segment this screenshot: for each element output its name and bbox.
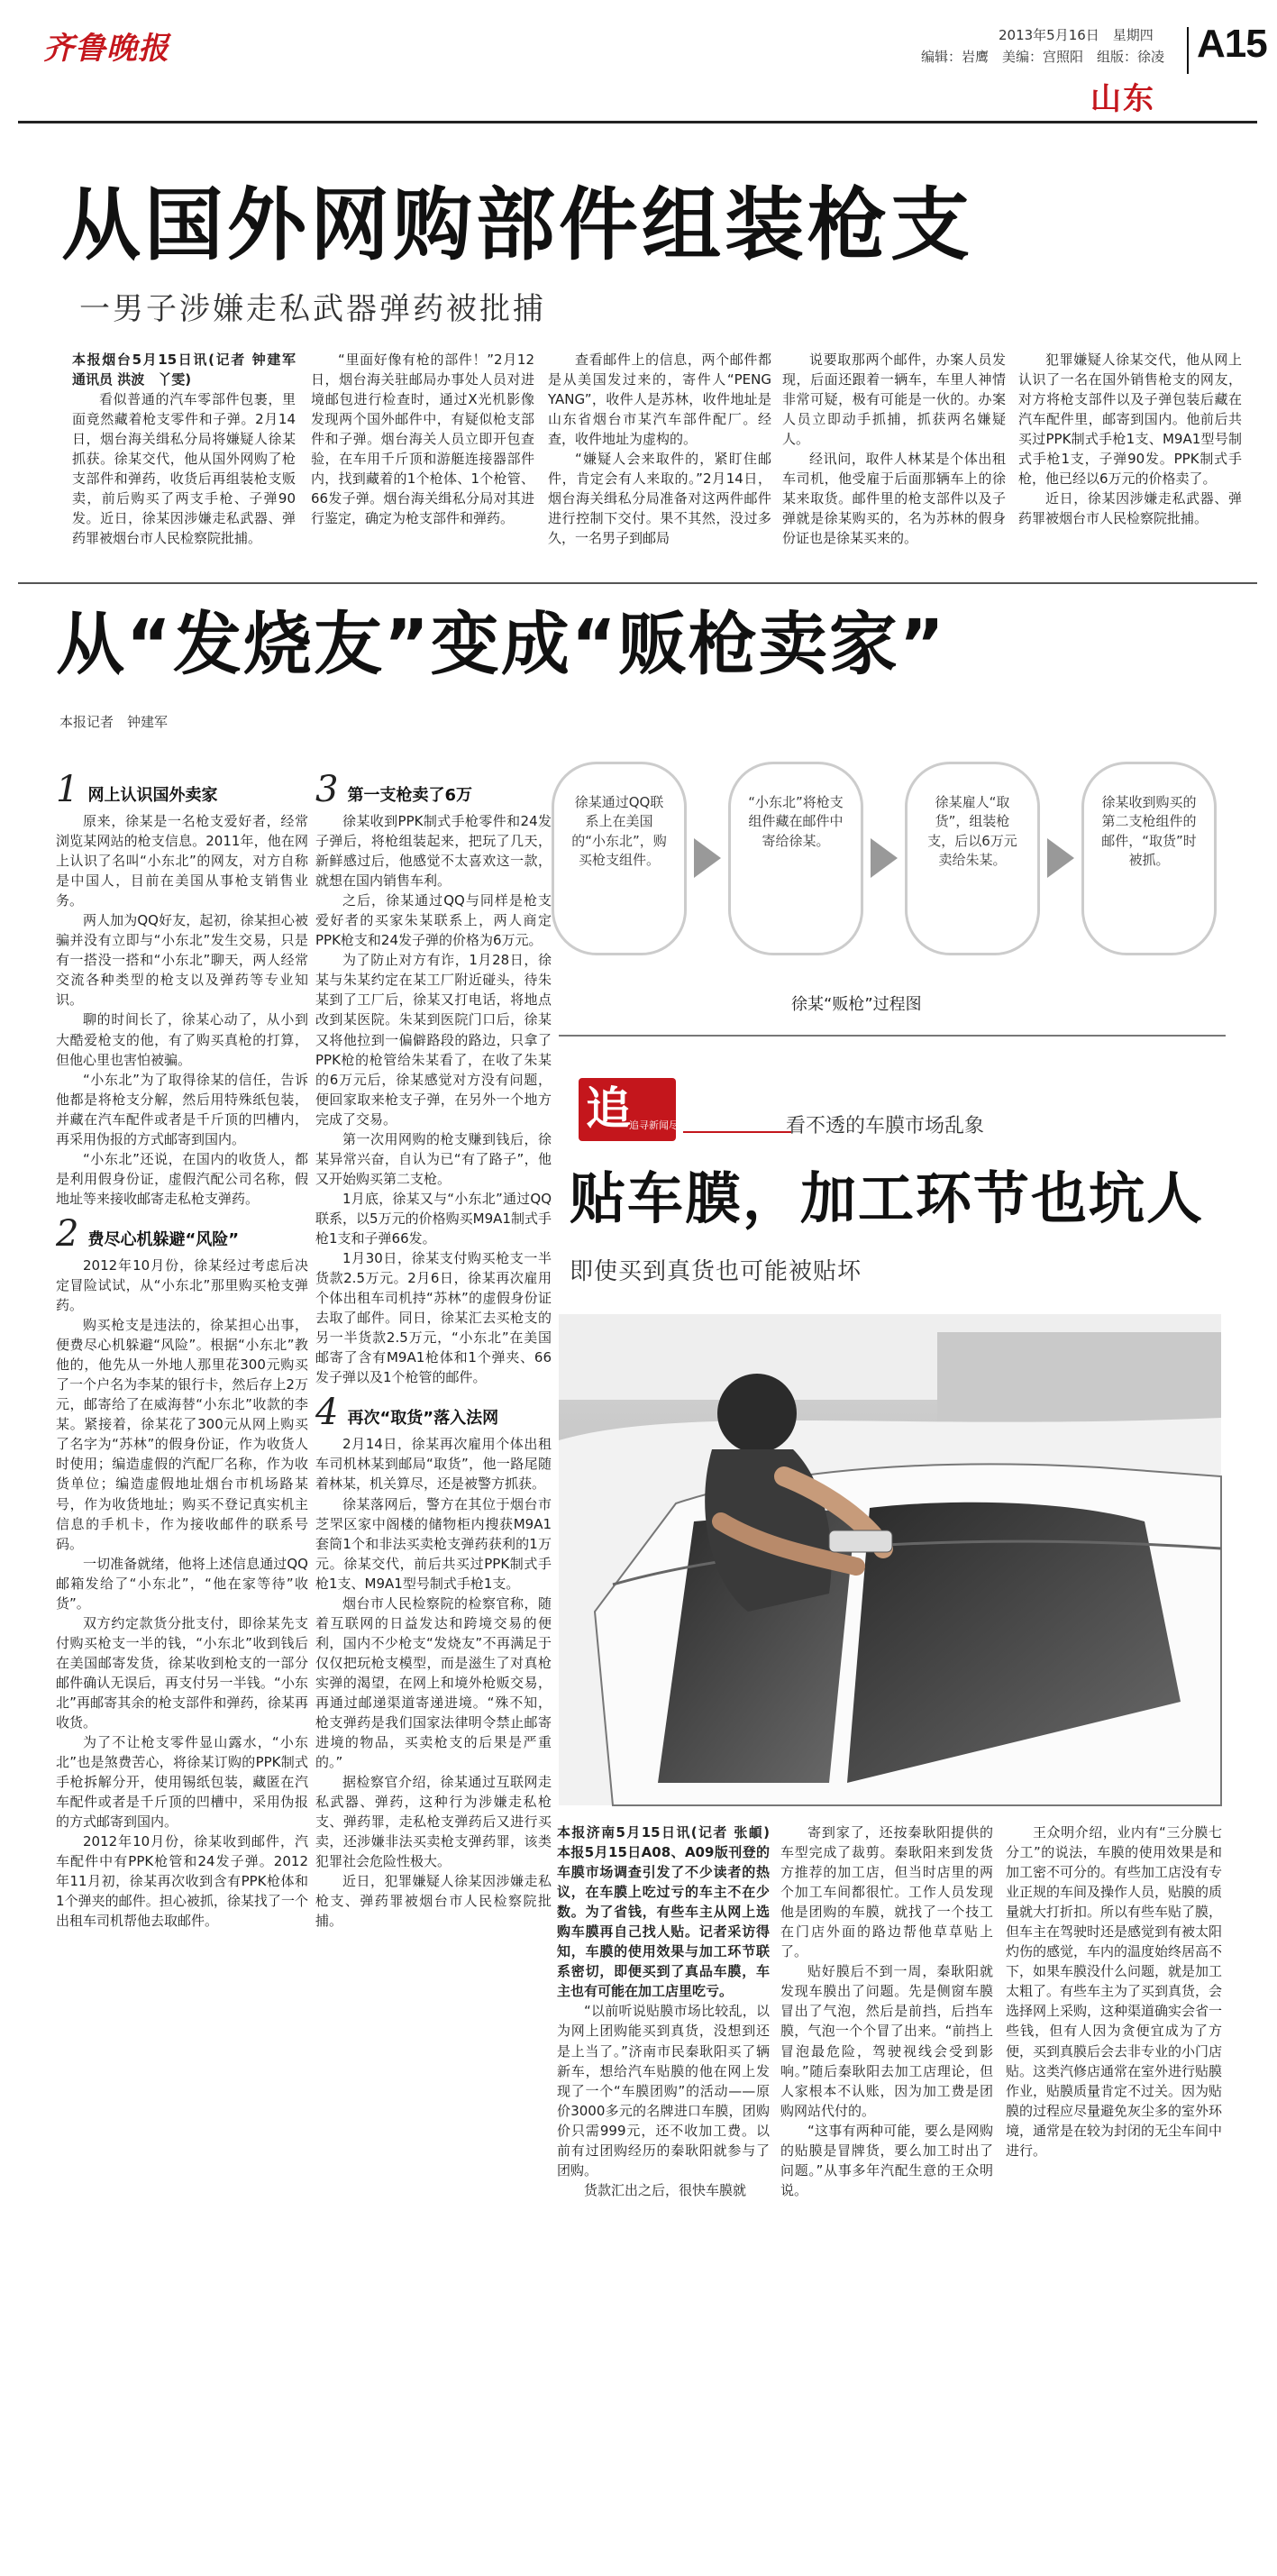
column-badge — [579, 1078, 689, 1141]
paragraph: 原来，徐某是一名枪支爱好者，经常浏览某网站的枪支信息。2011年，他在网上认识了名叫“小东北”的网友，对方自称是中国人，目前在美国从事枪支销售业务。 — [56, 813, 308, 909]
section-number: 4 — [315, 1392, 339, 1434]
paragraph: 说要取那两个邮件，办案人员发现，后面还跟着一辆车，车里人神情非常可疑，极有可能是一伙的。办案人员立即动手抓捕，抓获两名嫌疑人。 — [782, 352, 1006, 448]
paragraph: 为了不让枪支零件显山露水，“小东北”也是煞费苦心，将徐某订购的PPK制式手枪拆解分开，使用锡纸包装，藏匿在汽车配件或者是千斤顶的凹槽中，采用伪报的方式邮寄到国内。 — [56, 1734, 308, 1831]
section-number: 1 — [56, 769, 79, 810]
paragraph: 查看邮件上的信息，两个邮件都是从美国发过来的，寄件人“PENG YANG”，收件人是苏林，收件地址是山东省烟台市某汽车部件配厂。经查，收件地址为虚构的。 — [548, 352, 771, 448]
story1-subheadline: 一男子涉嫌走私武器弹药被批捕 — [79, 291, 546, 327]
section-header — [56, 1212, 308, 1255]
story1-column-2 — [311, 350, 534, 568]
header-rule — [18, 121, 1257, 123]
paragraph: 徐某收到PPK制式手枪零件和24发子弹后，将枪组装起来，把玩了几天，新鲜感过后，他感觉不太喜欢这一款，就想在国内销售车利。 — [315, 813, 552, 890]
paragraph: 犯罪嫌疑人徐某交代，他从网上认识了一名在国外销售枪支的网友，对方将枪支部件以及子弹包装后藏在汽车配件里，邮寄到国内。他前后共买过PPK制式手枪1支、M9A1型号制式手枪1支，子弹90发。PPK制式手枪，他已经以6万元的价格卖了。 — [1018, 352, 1242, 488]
story1-column-4 — [782, 350, 1006, 568]
column-badge-char: 追 — [586, 1082, 631, 1135]
process-step-4: 徐某收到购买的第二支枪组件的邮件，“取货”时被抓。 — [1081, 762, 1217, 955]
issue-date: 2013年5月16日 星期四 — [999, 27, 1154, 43]
paragraph: 徐某落网后，警方在其位于烟台市芝罘区家中阁楼的储物柜内搜获M9A1套筒1个和非法买卖枪支弹药获利的1万元。徐某交代，前后共买过PPK制式手枪1支、M9A1型号制式手枪1支。 — [315, 1495, 552, 1592]
section-title: 再次“取货”落入法网 — [347, 1409, 499, 1429]
story3-lead: 本报济南5月15日讯(记者 张頔) 本报5月15日A08、A09版刊登的车膜市场调查引发了不少读者的热议，在车膜上吃过亏的车主不在少数。为了省钱，有些车主从网上选购车膜再自己找人贴。记者采访得知，车膜的使用效果与加工环节联系密切，即便买到了真品车膜，车主也有可能在加工店里吃亏。 — [557, 1824, 784, 2000]
paragraph: 看似普通的汽车零部件包裹，里面竟然藏着枪支零件和子弹。2月14日，烟台海关缉私分局将嫌疑人徐某抓获。徐某交代，他从国外网购了枪支部件和弹药，收货后再组装枪支贩卖，前后购买了两支手枪、子弹90发。近日，徐某因涉嫌走私武器、弹药罪被烟台市人民检察院批捕。 — [72, 391, 296, 547]
paragraph: 购买枪支是违法的，徐某担心出事，便费尽心机躲避“风险”。根据“小东北”教他的，他先从一外地人那里花300元购买了一个户名为李某的银行卡，然后存上2万元，邮寄给了在威海替“小东北”收款的李某。紧接着，徐某花了300元从网上购买了名字为“苏林”的假身份证，作为收货人时使用；编造虚假的汽配厂名称，作为收货单位；编造虚假地址烟台市机场路某号，作为收货地址；购买不登记真实机主信息的手机卡，作为接收邮件的联系号码。 — [56, 1317, 308, 1552]
process-step-3: 徐某雇人“取货”，组装枪支，后以6万元卖给朱某。 — [905, 762, 1040, 955]
paragraph: 货款汇出之后，很快车膜就 — [584, 2181, 747, 2198]
paragraph: “小东北”还说，在国内的收货人，都是利用假身份证，虚假汽配公司名称，假地址等来接收邮寄走私枪支弹药。 — [56, 1150, 308, 1207]
paragraph: 2012年10月份，徐某经过考虑后决定冒险试试，从“小东北”那里购买枪支弹药。 — [56, 1256, 308, 1314]
story1-column-5 — [1018, 350, 1242, 568]
arrow-right-icon — [871, 838, 898, 878]
paragraph: “嫌疑人会来取件的，紧盯住邮件，肯定会有人来取的。”2月14日，烟台海关缉私分局准备对这两件邮件进行控制下交付。果不其然，没过多久，一名男子到邮局 — [548, 451, 771, 547]
process-step-1: 徐某通过QQ联系上在美国的“小东北”，购买枪支组件。 — [552, 762, 687, 955]
paragraph: 第一次用网购的枪支赚到钱后，徐某异常兴奋，自认为已“有了路子”，他又开始购买第二支枪。 — [315, 1130, 552, 1187]
paragraph: “这事有两种可能，要么是网购的贴膜是冒牌货，要么加工时出了问题。”从事多年汽配生意的王众明说。 — [780, 2122, 993, 2198]
section-divider — [559, 1035, 1226, 1037]
paragraph: 贴好膜后不到一周，秦耿阳就发现车膜出了问题。先是侧窗车膜冒出了气泡，然后是前挡，后挡车膜，气泡一个个冒了出来。“前挡上冒泡最危险，驾驶视线会受到影响。”随后秦耿阳去加工店理论，但人家根本不认账，因为加工费是团购网站代付的。 — [780, 1963, 993, 2119]
process-step-2: “小东北”将枪支组件藏在邮件中寄给徐某。 — [728, 762, 863, 955]
section-title: 网上认识国外卖家 — [87, 786, 218, 805]
story3-subheadline: 即使买到真货也可能被贴坏 — [570, 1258, 862, 1285]
paragraph: 1月底，徐某又与“小东北”通过QQ联系，以5万元的价格购买M9A1制式手枪1支和子弹66发。 — [315, 1190, 552, 1247]
story1-column-3 — [548, 350, 771, 568]
page-number: A15 — [1197, 22, 1267, 66]
paragraph: 双方约定款货分批支付，即徐某先支付购买枪支一半的钱，“小东北”收到钱后在美国邮寄发货，徐某收到枪支的一部分邮件确认无误后，再支付另一半钱。“小东北”再邮寄其余的枪支部件和弹药，徐某再收货。 — [56, 1614, 308, 1731]
badge-underline — [683, 1131, 791, 1133]
paragraph: “小东北”为了取得徐某的信任，告诉他都是将枪支分解，然后用特殊纸包装，并藏在汽车配件或者是千斤顶的凹槽内，再采用伪报的方式邮寄到国内。 — [56, 1071, 308, 1147]
arrow-right-icon — [694, 838, 721, 878]
paragraph: 烟台市人民检察院的检察官称，随着互联网的日益发达和跨境交易的便利，国内不少枪支“发烧友”不再满足于仅仅把玩枪支模型，而是滋生了对真枪实弹的渴望，在网上和境外枪贩交易，再通过邮递渠道寄递进境。“殊不知，枪支弹药是我们国家法律明令禁止邮寄进境的物品，买卖枪支的后果是严重的。” — [315, 1594, 552, 1771]
story1-column-1 — [72, 350, 310, 568]
section-title: 费尽心机躲避“风险” — [87, 1229, 240, 1249]
arrow-right-icon — [1047, 838, 1074, 878]
paragraph: “以前听说贴膜市场比较乱，以为网上团购能买到真货，没想到还是上当了。”济南市民秦耿阳买了辆新车，想给汽车贴膜的他在网上发现了一个“车膜团购”的活动——原价3000多元的名牌进口车膜，团购价只需999元，还不收加工费。以前有过团购经历的秦耿阳就参与了团购。 — [557, 2003, 770, 2179]
paragraph: 为了防止对方有诈，1月28日，徐某与朱某约定在某工厂附近碰头，待朱某到了工厂后，徐某又打电话，将地点改到某医院。朱某到医院门口后，徐某又将他拉到一偏僻路段的路边，只拿了PPK枪的枪管给朱某看了，在收了朱某的6万元后，徐某感觉对方没有问题，便回家取来枪支子弹，在另外一个地方完成了交易。 — [315, 952, 552, 1128]
story2-headline: 从“发烧友”变成“贩枪卖家” — [56, 604, 946, 684]
story3-column-3 — [1006, 1822, 1223, 2159]
section-header — [56, 769, 308, 810]
paragraph: 近日，徐某因涉嫌走私武器、弹药罪被烟台市人民检察院批捕。 — [1018, 490, 1242, 527]
paragraph: 两人加为QQ好友，起初，徐某担心被骗并没有立即与“小东北”发生交易，只是有一搭没一搭和“小东北”聊天，两人经常交流各种类型的枪支以及弹药等专业知识。 — [56, 912, 308, 1009]
header-divider — [1187, 27, 1189, 74]
paragraph: 据检察官介绍，徐某通过互联网走私武器、弹药，这种行为涉嫌走私枪支、弹药罪，走私枪支弹药后又进行买卖，还涉嫌非法买卖枪支弹药罪，该类犯罪社会危险性极大。 — [315, 1774, 552, 1870]
paragraph: 经讯问，取件人林某是个体出租车司机，他受雇于后面那辆车上的徐某来取货。邮件里的枪支部件以及子弹就是徐某购买的，名为苏林的假身份证也是徐某买来的。 — [782, 451, 1006, 547]
story1-headline: 从国外网购部件组装枪支 — [61, 178, 974, 271]
section-title: 第一支枪卖了6万 — [347, 786, 472, 805]
diagram-caption: 徐某“贩枪”过程图 — [791, 995, 922, 1014]
story2-column-2 — [315, 769, 552, 2576]
paragraph: 王众明介绍，业内有“三分膜七分工”的说法，车膜的使用效果是和加工密不可分的。有些加工店没有专业正规的车间及操作人员，贴膜的质量就大打折扣。所以有些车贴了膜，但车主在驾驶时还是感觉到有被太阳灼伤的感觉，车内的温度始终居高不下，如果车膜没什么问题，就是加工太粗了。有些车主为了买到真货，会选择网上采购，这种渠道确实会省一些钱，但有人因为贪便宜成为了方便，买到真膜后会去非专业的小门店贴。这类汽修店通常在室外进行贴膜作业，贴膜质量肯定不过关。因为贴膜的过程应尽量避免灰尘多的室外环境，通常是在较为封闭的无尘车间中进行。 — [1006, 1824, 1223, 2159]
paragraph: 2012年10月份，徐某收到邮件，汽车配件中有PPK枪管和24发子弹。2012年11月初，徐某再次收到含有PPK枪体和1个弹夹的邮件。担心被抓，徐某找了一个出租车司机帮他去取邮件。 — [56, 1833, 308, 1930]
paragraph: 2月14日，徐某再次雇用个体出租车司机林某到邮局“取货”，他一路尾随着林某，机关算尽，还是被警方抓获。 — [315, 1436, 552, 1493]
paragraph: 聊的时间长了，徐某心动了，从小到大酷爱枪支的他，有了购买真枪的打算，但他心里也害怕被骗。 — [56, 1011, 308, 1068]
section-number: 3 — [315, 769, 339, 810]
masthead-logo: 齐鲁晚报 — [43, 31, 169, 67]
story3-column-2 — [780, 1822, 993, 2198]
paragraph: 一切准备就绪，他将上述信息通过QQ邮箱发给了“小东北”，“他在家等待”收货”。 — [56, 1555, 308, 1612]
section-number: 2 — [56, 1212, 79, 1255]
story3-headline: 贴车膜，加工环节也坑人 — [570, 1165, 1205, 1231]
paragraph: “里面好像有枪的部件！”2月12日，烟台海关驻邮局办事处人员对进境邮包进行检查时，通过X光机影像发现两个国外邮件中，有疑似枪支部件和子弹。烟台海关人员立即开包查验，在车用千斤顶和游艇连接器部件内，找到藏着的1个枪体、1个枪管、66发子弹。烟台海关缉私分局对其进行鉴定，确定为枪支部件和弹药。 — [311, 352, 534, 527]
column-badge-tag: 追寻新闻尽头 — [629, 1119, 689, 1131]
section-region: 山东 — [1090, 81, 1155, 117]
paragraph: 寄到家了，还按秦耿阳提供的车型完成了裁剪。秦耿阳来到发货方推荐的加工店，但当时店里的两个加工车间都很忙。工作人员发现他是团购的车膜，就找了一个技工在门店外面的路边帮他草草贴上了。 — [780, 1824, 993, 1960]
section-header — [315, 769, 552, 810]
story2-byline: 本报记者 钟建军 — [59, 714, 169, 730]
car-film-photo — [559, 1314, 1221, 1805]
paragraph: 1月30日，徐某支付购买枪支一半货款2.5万元。2月6日，徐某再次雇用个体出租车司机持“苏林”的虚假身份证去取了邮件。同日，徐某汇去买枪支的另一半货款2.5万元，“小东北”在美国邮寄了含有M9A1枪体和1个弹夹、66发子弹以及1个枪管的邮件。 — [315, 1250, 552, 1386]
story1-byline: 本报烟台5月15日讯(记者 钟建军 通讯员 洪波 丫雯) — [72, 352, 310, 388]
section-divider — [18, 582, 1257, 584]
section-header — [315, 1392, 552, 1434]
editor-credits: 编辑：岩鹰 美编：宫照阳 组版：徐凌 — [921, 49, 1165, 65]
paragraph: 近日，犯罪嫌疑人徐某因涉嫌走私枪支、弹药罪被烟台市人民检察院批捕。 — [315, 1873, 552, 1930]
story3-column-1 — [557, 1822, 784, 2198]
column-subject: 看不透的车膜市场乱象 — [786, 1115, 985, 1137]
paragraph: 之后，徐某通过QQ与同样是枪支爱好者的买家朱某联系上，两人商定PPK枪支和24发子弹的价格为6万元。 — [315, 892, 552, 949]
story2-column-1 — [56, 769, 308, 2576]
